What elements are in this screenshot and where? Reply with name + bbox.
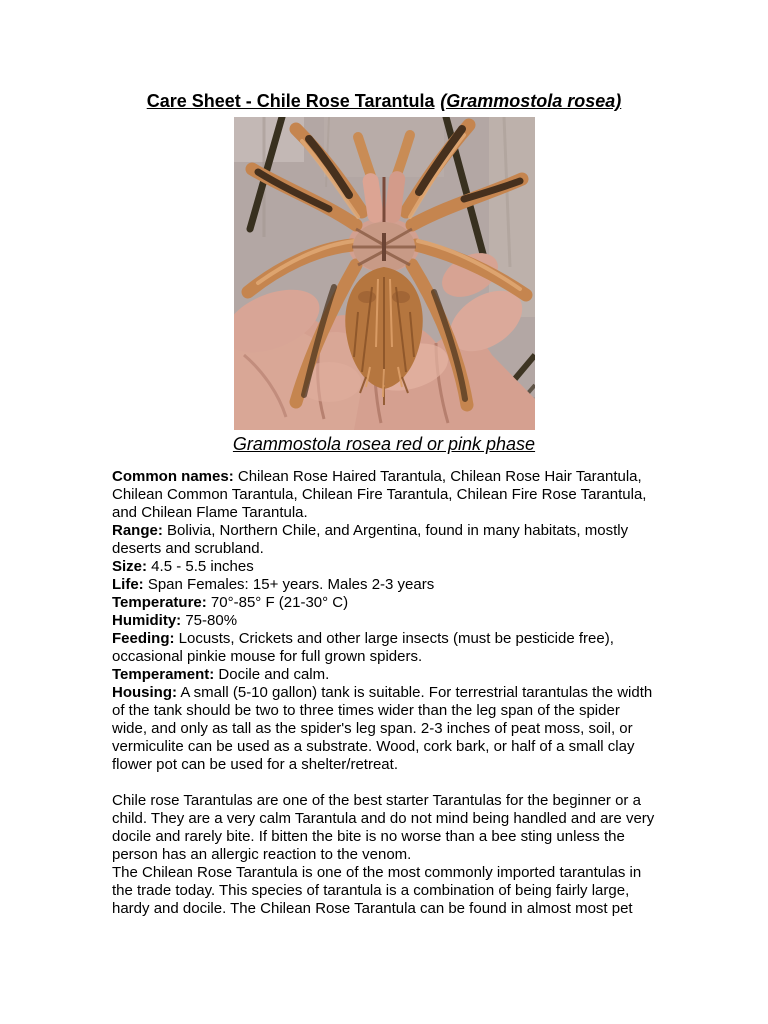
spec-label: Feeding:	[112, 630, 175, 647]
spec-humidity	[112, 612, 656, 630]
spec-label: Size:	[112, 558, 148, 575]
photo-caption: Grammostola rosea red or pink phase	[232, 434, 536, 454]
spec-label: Temperament:	[112, 666, 215, 683]
title-main: Care Sheet - Chile Rose Tarantula	[146, 91, 435, 111]
spec-feeding	[112, 630, 656, 666]
paragraph-spacer	[112, 774, 656, 792]
spec-temperament	[112, 666, 656, 684]
spec-value: Chilean Rose Haired Tarantula, Chilean Rose Hair Tarantula, Chilean Common Tarantula, Chilean Fire Tarantula, Chilean Fire Rose Tarantula, and Chilean Flame Tarantula.	[112, 468, 647, 521]
spec-common-names	[112, 468, 656, 522]
spec-label: Life:	[112, 576, 144, 593]
spec-value: 70°-85° F (21-30° C)	[206, 594, 349, 611]
spec-value: Bolivia, Northern Chile, and Argentina, found in many habitats, mostly deserts and scrubland.	[112, 522, 629, 557]
paragraph-trade-info: The Chilean Rose Tarantula is one of the most commonly imported tarantulas in the trade today. This species of tarantula is a combination of being fairly large, hardy and docile. The Chilean Rose Tarantula can be found in almost most pet	[112, 864, 642, 917]
page-title	[112, 90, 656, 112]
spec-value: Span Females: 15+ years. Males 2-3 years	[143, 576, 435, 593]
spec-value: Docile and calm.	[214, 666, 330, 683]
spec-size	[112, 558, 656, 576]
spec-value: 4.5 - 5.5 inches	[147, 558, 254, 575]
spec-label: Humidity:	[112, 612, 182, 629]
tarantula-photo	[234, 117, 535, 430]
spec-value: A small (5-10 gallon) tank is suitable. For terrestrial tarantulas the width of the tank should be two to three times wider than the leg span of the spider wide, and only as tall as the spider's leg span. 2-3 inches of peat moss, soil, or vermiculite can be used as a substrate. Wood, cork bark, or half of a small clay flower pot can be used for a shelter/retreat.	[112, 684, 653, 773]
spec-temperature	[112, 594, 656, 612]
spec-range	[112, 522, 656, 558]
spec-housing	[112, 684, 656, 774]
spec-value: 75-80%	[181, 612, 238, 629]
paragraph-starter-info: Chile rose Tarantulas are one of the best starter Tarantulas for the beginner or a child. They are a very calm Tarantula and do not mind being handled and are very docile and rarely bite. If bitten the bite is no worse than a bee sting unless the person has an allergic reaction to the venom.	[112, 792, 655, 863]
spider-chelicerae	[361, 170, 406, 224]
spec-label: Temperature:	[112, 594, 207, 611]
spec-label: Range:	[112, 522, 163, 539]
care-sheet-body	[112, 468, 656, 918]
spec-label: Housing:	[112, 684, 177, 701]
title-species-name: (Grammostola rosea)	[440, 91, 622, 111]
photo-container	[112, 117, 656, 430]
spec-label: Common names:	[112, 468, 234, 485]
spec-life	[112, 576, 656, 594]
spec-value: Locusts, Crickets and other large insects (must be pesticide free), occasional pinkie mouse for full grown spiders.	[112, 630, 614, 665]
